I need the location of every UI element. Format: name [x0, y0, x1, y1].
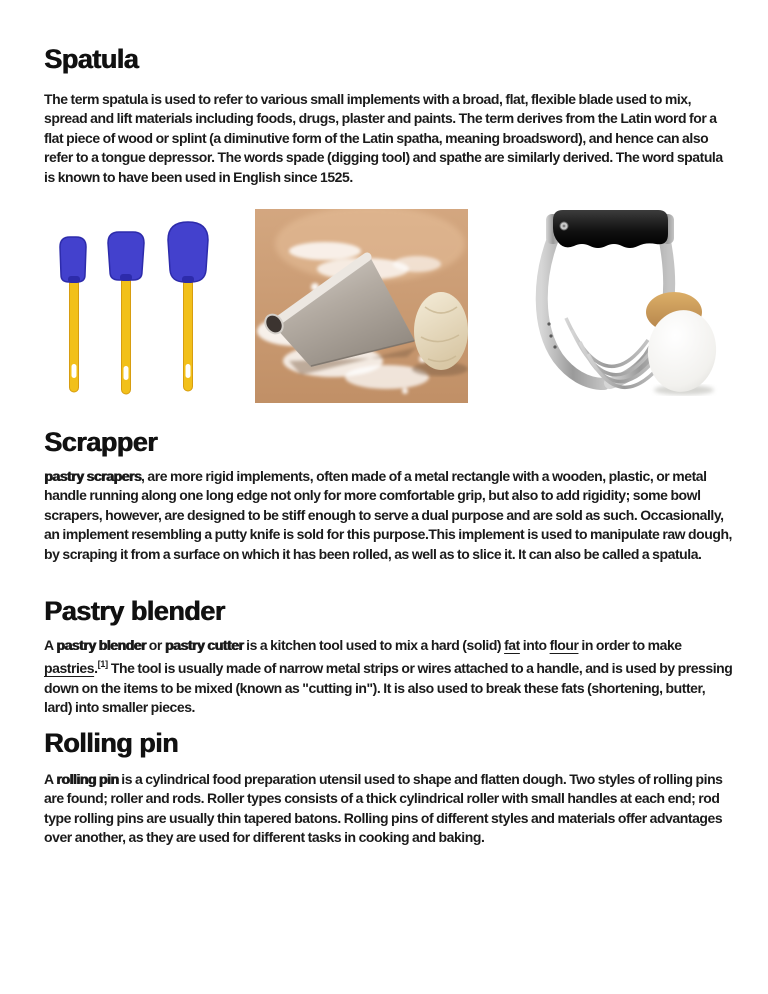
underlined-term-flour: flour	[549, 637, 579, 653]
text-segment: , are more rigid implements, often made of a metal rectangle with a wooden, plastic, or metal handle running along one long edge not only for more comfortable grip, but also to add rigidity; some bowl scrapers, however, are designed to be stiff enough to serve a dual purpose and are sold as such. Occasionally, an implement resembling a putty knife is sold for this purpose.This implement is used to manipulate raw dough, by scraping it from a surface on which it has been rolled, as well as to slice it. It can also be called a spatula.	[44, 468, 732, 562]
term-rolling-pin: rolling pin	[56, 771, 119, 787]
paragraph-rolling-pin	[44, 770, 736, 848]
handle-hole	[72, 364, 77, 378]
spatula-small	[60, 237, 86, 392]
heading-scrapper: Scrapper	[44, 427, 158, 457]
text-segment: into	[519, 637, 550, 653]
handle-hole	[186, 364, 191, 378]
text-segment: is a kitchen tool used to mix a hard (solid)	[243, 637, 505, 653]
grip-rivet-center	[563, 225, 566, 228]
text-segment: A	[44, 771, 57, 787]
text-segment: The tool is usually made of narrow metal strips or wires attached to a handle, and is used by pressing down on the items to be mixed (known as "cutting in"). It is also used to break these fats (shortening, butter, lard) into smaller pieces.	[44, 660, 733, 716]
text-segment: or	[145, 637, 165, 653]
steel-bench-scraper-with-flour-and-dough-photo	[255, 209, 468, 403]
text-segment: The term spatula is used to refer to various small implements with a broad, flat, flexible blade used to mix, spread and lift materials including foods, drugs, plaster and paints. The term derives from the Latin word for a flat piece of wood or splint (a diminutive form of the Latin spatha, meaning broadsword), and hence can also refer to a tongue depressor. The words spade (digging tool) and spathe are similarly derived. The word spatula is known to have been used in English since 1525.	[44, 91, 723, 185]
spatula-medium	[108, 232, 144, 394]
handle-hole	[124, 366, 129, 380]
blue-silicone-spatula-set-photo	[44, 214, 240, 400]
paragraph-spatula	[44, 90, 736, 187]
heading-rolling-pin: Rolling pin	[44, 728, 178, 758]
text-segment: .	[94, 660, 98, 677]
term-pastry-cutter: pastry cutter	[164, 637, 244, 653]
heading-pastry-blender: Pastry blender	[44, 596, 225, 626]
text-segment: is a cylindrical food preparation utensil used to shape and flatten dough. Two styles of rolling pins are found; roller and rods. Roller types consists of a thick cylindrical roller with small handles at each end; rod type rolling pins are usually thin tapered batons. Rolling pins of different styles and materials offer advantages over another, as they are used for different tasks in cooking and baking.	[44, 771, 723, 846]
spatula-large	[168, 222, 208, 391]
heading-spatula: Spatula	[44, 44, 139, 74]
spatula-head	[60, 237, 86, 282]
spatula-set-figure	[44, 214, 240, 400]
text-segment: in order to make	[578, 637, 682, 653]
paragraph-scrapper	[44, 467, 736, 564]
pastry-blender-with-egg-photo	[524, 206, 740, 396]
underlined-term-fat: fat	[504, 637, 520, 653]
paragraph-pastry-blender	[44, 636, 736, 718]
text-segment: A	[44, 637, 57, 653]
footnote-ref-1: [1]	[97, 659, 108, 670]
spatula-collar	[182, 276, 194, 283]
spatula-collar	[68, 276, 80, 283]
spatula-head	[108, 232, 144, 280]
dough-ball	[414, 292, 468, 370]
blender-grip	[553, 210, 668, 248]
underlined-term-pastries: pastries	[44, 660, 95, 677]
spatula-collar	[120, 274, 132, 281]
spatula-head	[168, 222, 208, 282]
term-pastry-blender: pastry blender	[56, 637, 146, 653]
term-pastry-scrapers: pastry scrapers	[44, 468, 142, 484]
bench-scraper-figure	[255, 209, 468, 403]
pastry-blender-figure	[524, 206, 740, 396]
